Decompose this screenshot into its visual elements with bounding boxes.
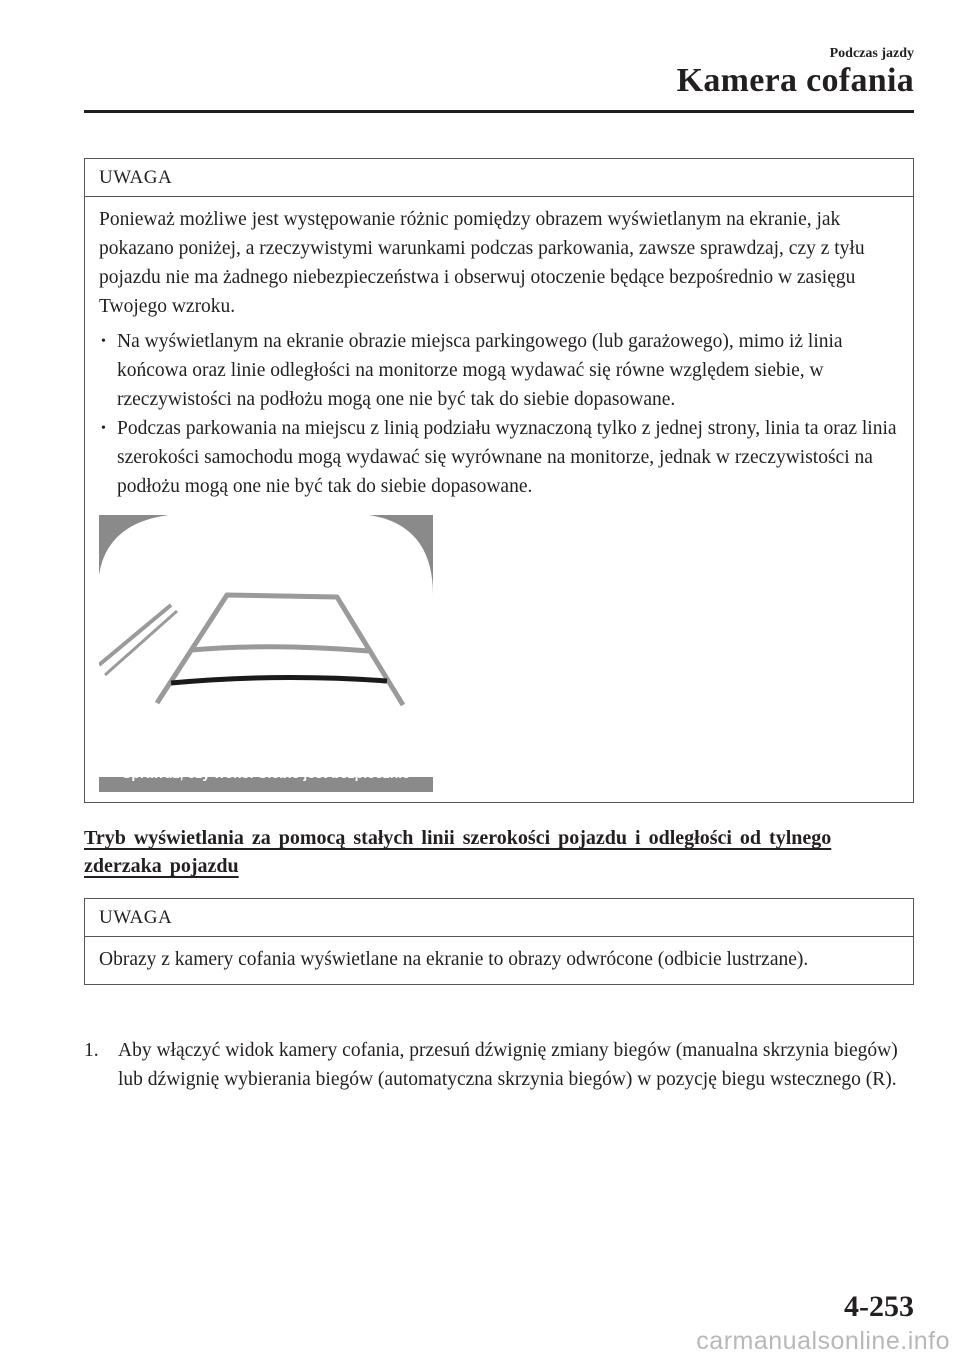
note-box-2	[84, 898, 914, 985]
section-heading-line: zderzaka pojazdu	[84, 855, 239, 877]
note-bullet-list	[99, 327, 899, 501]
note-body	[85, 197, 913, 802]
section-heading-line: Tryb wyświetlania za pomocą stałych linii szerokości pojazdu i odległości od tylnego	[84, 827, 832, 849]
page-number: 4-253	[844, 1290, 914, 1323]
camera-view-graphic	[99, 515, 433, 792]
note-body	[85, 937, 913, 984]
note-paragraph: Obrazy z kamery cofania wyświetlane na ekranie to obrazy odwrócone (odbicie lustrzane).	[99, 949, 809, 970]
note-bullet: • Podczas parkowania na miejscu z linią podziału wyznaczoną tylko z jednej strony, linia ta oraz linia szerokości samochodu mogą wydawać się wyrównane na monitorze, jednak w rzeczywistości na podłożu mogą one nie być tak do siebie dopasowane.	[99, 414, 899, 501]
header-divider	[84, 110, 914, 113]
watermark: carmanualsonline.info	[696, 1327, 950, 1355]
step-number: 1.	[84, 1040, 99, 1061]
note-heading: UWAGA	[85, 899, 913, 937]
step-item	[84, 1036, 914, 1094]
note-heading: UWAGA	[85, 159, 913, 197]
note-paragraph: Ponieważ możliwe jest występowanie różnic pomiędzy obrazem wyświetlanym na ekranie, jak pokazano poniżej, a rzeczywistymi warunkami podczas parkowania, zawsze sprawdzaj, czy z tyłu pojazdu nie ma żadnego niebezpieczeństwa i obserwuj otoczenie będące bezpośrednio w zasięgu Twojego wzroku.	[99, 209, 865, 317]
section-label: Podczas jazdy	[829, 46, 914, 61]
note-box-1	[84, 158, 914, 803]
note-bullet: • Na wyświetlanym na ekranie obrazie miejsca parkingowego (lub garażowego), mimo iż linia końcowa oraz linie odległości na monitorze mogą wydawać się równe względem siebie, w rzeczywistości na podłożu mogą one nie być tak do siebie dopasowane.	[99, 327, 899, 414]
page-title: Kamera cofania	[676, 62, 914, 99]
camera-warning-caption: Sprawdź, czy wokół Ciebie jest bezpiecznie	[122, 765, 410, 781]
camera-view-illustration	[99, 515, 433, 792]
step-text: Aby włączyć widok kamery cofania, przesuń dźwignię zmiany biegów (manualna skrzynia biegów) lub dźwignię wybierania biegów (automatyczna skrzynia biegów) w pozycję biegu wstecznego (R).	[118, 1040, 898, 1090]
section-heading	[84, 824, 914, 880]
